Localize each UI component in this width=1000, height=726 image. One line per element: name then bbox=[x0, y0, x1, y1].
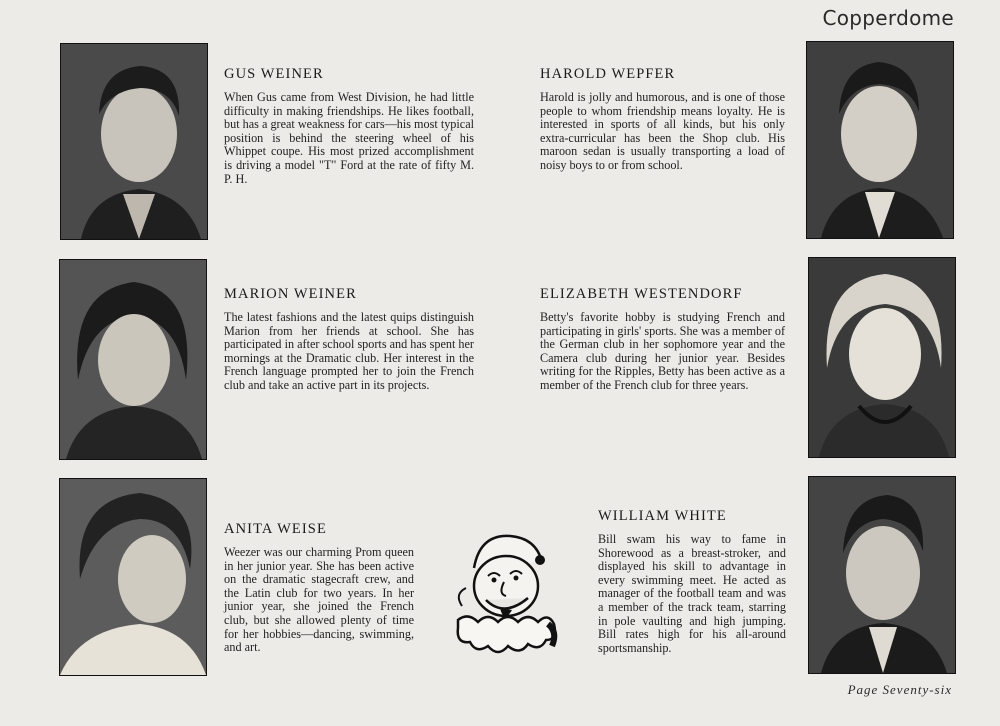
student-name: MARION WEINER bbox=[224, 286, 357, 302]
student-entry-harold-wepfer bbox=[540, 66, 785, 173]
student-bio: When Gus came from West Division, he had little difficulty in making friendships. He likes football, but has a great weakness for cars—his most typical position is behind the steering wheel of his Whippet coupe. His most prized accomplishment is driving a model "T" Ford at the rate of fifty M. P. H. bbox=[224, 90, 474, 186]
student-name: WILLIAM WHITE bbox=[598, 508, 727, 524]
portrait-photo-william-white bbox=[808, 476, 956, 674]
student-entry-william-white bbox=[598, 508, 786, 655]
portrait-photo-elizabeth-westendorf bbox=[808, 257, 956, 458]
student-entry-marion-weiner bbox=[224, 286, 474, 393]
page-number: Page Seventy-six bbox=[847, 682, 952, 697]
student-name: HAROLD WEPFER bbox=[540, 66, 676, 82]
student-entry-anita-weise bbox=[224, 521, 414, 655]
student-entry-elizabeth-westendorf bbox=[540, 286, 785, 393]
student-name: GUS WEINER bbox=[224, 66, 324, 82]
student-entry-gus-weiner bbox=[224, 66, 474, 186]
page-header-title: Copperdome bbox=[822, 6, 954, 30]
student-bio: Weezer was our charming Prom queen in her junior year. She has been active on the dramatic stagecraft crew, and the Latin club for two years. In her junior year, she joined the French club, but she allowed plenty of time for her hobbies—dancing, swimming, and art. bbox=[224, 545, 414, 655]
student-bio: The latest fashions and the latest quips distinguish Marion from her friends at school. She has participated in after school sports and has spent her mornings at the Dramatic club. Her interest in the French language prompted her to join the French club and take an active part in its projects. bbox=[224, 310, 474, 392]
portrait-photo-gus-weiner bbox=[60, 43, 208, 240]
portrait-photo-marion-weiner bbox=[59, 259, 207, 460]
student-bio: Betty's favorite hobby is studying French and participating in girls' sports. She was a member of the German club in her sophomore year and the Camera club during her junior year. Besides writing for the Ripples, Betty has been active as a member of the French club for three years. bbox=[540, 310, 785, 392]
clown-cartoon-icon bbox=[440, 528, 564, 668]
student-bio: Harold is jolly and humorous, and is one of those people to whom friendship means loyalty. He is interested in sports of all kinds, but his only extra-curricular has been the Shop club. His maroon sedan is usually transporting a load of noisy boys to or from school. bbox=[540, 90, 785, 172]
portrait-photo-harold-wepfer bbox=[806, 41, 954, 239]
student-bio: Bill swam his way to fame in Shorewood as a breast-stroker, and displayed his skill to advantage in every swimming meet. He acted as manager of the football team and was a member of the track team, starring in pole vaulting and high jumping. Bill rates high for his all-around sportsmanship. bbox=[598, 532, 786, 655]
student-name: ELIZABETH WESTENDORF bbox=[540, 286, 743, 302]
student-name: ANITA WEISE bbox=[224, 521, 327, 537]
portrait-photo-anita-weise bbox=[59, 478, 207, 676]
